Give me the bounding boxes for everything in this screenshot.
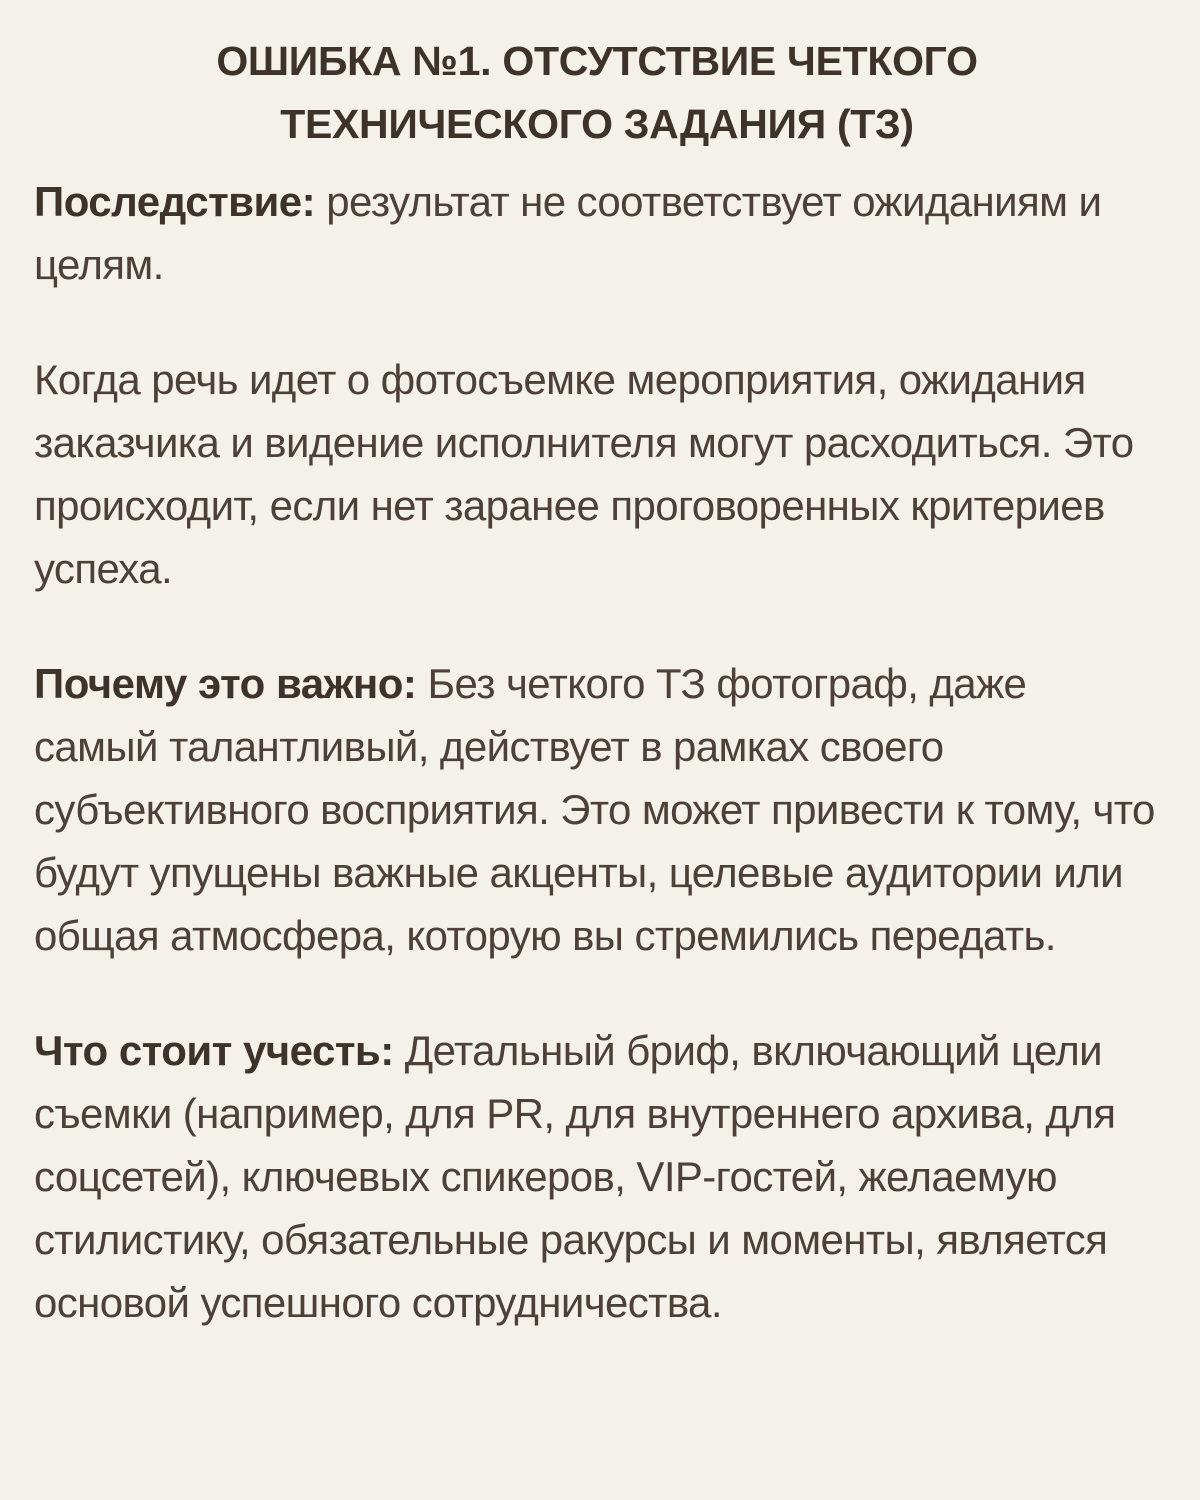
title-line-1: ОШИБКА №1. ОТСУТСТВИЕ ЧЕТКОГО [216,38,978,84]
advice-label: Что стоит учесть: [34,1027,394,1074]
title-line-2: ТЕХНИЧЕСКОГО ЗАДАНИЯ (ТЗ) [280,101,914,147]
context-paragraph: Когда речь идет о фотосъемке мероприятия, ожидания заказчика и видение исполнителя могут расходиться. Это происходит, если нет заранее проговоренных критериев успеха. [34,356,1134,592]
consequence-label: Последствие: [34,178,316,225]
importance-paragraph [34,652,1160,967]
page-title [34,30,1160,156]
advice-paragraph [34,1019,1160,1334]
consequence-paragraph [34,170,1160,296]
importance-label: Почему это важно: [34,660,417,707]
advice-text: Детальный бриф, включающий цели съемки (например, для PR, для внутреннего архива, для соцсетей), ключевых спикеров, VIP-гостей, желаемую стилистику, обязательные ракурсы и моменты, является основой успешного сотрудничества. [34,1027,1116,1326]
importance-text: Без четкого ТЗ фотограф, даже самый талантливый, действует в рамках своего субъективного восприятия. Это может привести к тому, что будут упущены важные акценты, целевые аудитории или общая атмосфера, которую вы стремились передать. [34,660,1155,959]
consequence-text: результат не соответствует ожиданиям и целям. [34,178,1102,288]
